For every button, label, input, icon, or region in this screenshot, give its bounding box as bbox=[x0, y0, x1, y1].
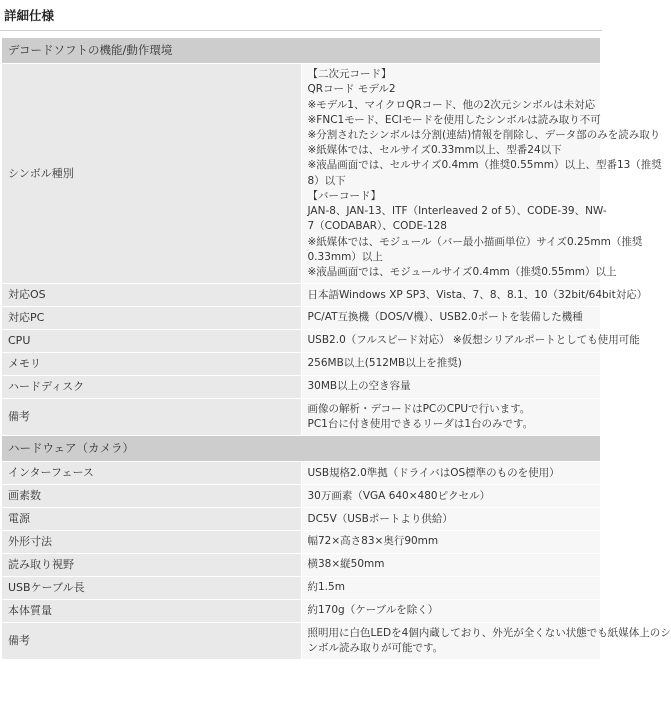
spec-value-line: 日本語Windows XP SP3、Vista、7、8、8.1、10（32bit/64bit対応） bbox=[307, 288, 648, 301]
spec-value-line: 照明用に白色LEDを4個内蔵しており、外光が全くない状態でも紙媒体上のシ bbox=[307, 626, 671, 639]
spec-row bbox=[2, 554, 601, 577]
spec-value-line: 7（CODABAR）、CODE-128 bbox=[307, 220, 447, 233]
spec-value-line: USB2.0（フルスピード対応） ※仮想シリアルポートとしても使用可能 bbox=[307, 334, 640, 347]
spec-value bbox=[301, 375, 601, 398]
spec-value-line: 【バーコード】 bbox=[307, 189, 381, 202]
spec-value bbox=[301, 307, 601, 330]
spec-row bbox=[2, 398, 601, 435]
spec-value-line: ※液晶画面では、モジュールサイズ0.4mm（推奨0.55mm）以上 bbox=[307, 265, 617, 278]
spec-value-line: 256MB以上(512MB以上を推奨) bbox=[307, 357, 462, 370]
spec-row bbox=[2, 375, 601, 398]
spec-value bbox=[301, 531, 601, 554]
spec-label: USBケーブル長 bbox=[2, 577, 302, 600]
spec-value bbox=[301, 398, 601, 435]
spec-value-line: ※FNC1モード、ECIモードを使用したシンボルは読み取り不可 bbox=[307, 113, 601, 126]
spec-label: 対応OS bbox=[2, 284, 302, 307]
spec-label: 電源 bbox=[2, 508, 302, 531]
spec-value-line: 幅72×高さ83×奥行90mm bbox=[307, 535, 439, 548]
spec-value-line: QRコード モデル2 bbox=[307, 83, 396, 96]
spec-value bbox=[301, 508, 601, 531]
spec-value-line: ※モデル1、マイクロQRコード、他の2次元シンボルは未対応 bbox=[307, 98, 596, 111]
spec-value bbox=[301, 353, 601, 376]
spec-row bbox=[2, 64, 601, 284]
section-heading: ハードウェア（カメラ） bbox=[2, 436, 601, 462]
spec-value-line: 横38×縦50mm bbox=[307, 558, 385, 571]
section-heading: デコードソフトの機能/動作環境 bbox=[2, 38, 601, 64]
spec-label: CPU bbox=[2, 330, 302, 353]
section-header-row bbox=[2, 436, 601, 462]
spec-value-line: 8）以下 bbox=[307, 174, 346, 187]
spec-value-line: 30MB以上の空き容量 bbox=[307, 380, 411, 393]
spec-row bbox=[2, 599, 601, 622]
section-header-row bbox=[2, 38, 601, 64]
spec-row bbox=[2, 577, 601, 600]
spec-row bbox=[2, 307, 601, 330]
spec-value bbox=[301, 330, 640, 353]
spec-label: 備考 bbox=[2, 622, 302, 659]
spec-value-line: ※紙媒体では、モジュール（バー最小描画単位）サイズ0.25mm（推奨 bbox=[307, 235, 643, 248]
spec-value bbox=[301, 284, 648, 307]
spec-value bbox=[301, 485, 601, 508]
spec-value-line: JAN-8、JAN-13、ITF（Interleaved 2 of 5）、CODE-39、NW- bbox=[307, 205, 607, 218]
spec-value-line: ※液晶画面では、セルサイズ0.4mm（推奨0.55mm）以上、型番13（推奨 bbox=[307, 159, 662, 172]
spec-label: メモリ bbox=[2, 353, 302, 376]
spec-table-body bbox=[2, 38, 671, 660]
spec-value-line: ンボル読み取りが可能です。 bbox=[307, 642, 444, 655]
page-title: 詳細仕様 bbox=[0, 0, 602, 31]
spec-value-line: 約170g（ケーブルを除く） bbox=[307, 604, 439, 617]
spec-label: 本体質量 bbox=[2, 599, 302, 622]
spec-row bbox=[2, 622, 601, 659]
spec-value-line: 0.33mm）以上 bbox=[307, 250, 383, 263]
spec-row bbox=[2, 531, 601, 554]
spec-row bbox=[2, 353, 601, 376]
spec-value-line: 【二次元コード】 bbox=[307, 68, 392, 81]
spec-value-line: USB規格2.0準拠（ドライバはOS標準のものを使用） bbox=[307, 466, 560, 479]
spec-value-line: ※分割されたシンボルは分割(連結)情報を削除し、データ部のみを読み取り bbox=[307, 129, 661, 141]
spec-value-line: PC/AT互換機（DOS/V機）、USB2.0ポートを装備した機種 bbox=[307, 311, 583, 324]
spec-value bbox=[301, 577, 601, 600]
spec-value bbox=[301, 462, 601, 485]
spec-value bbox=[301, 554, 601, 577]
spec-row bbox=[2, 462, 601, 485]
spec-label: インターフェース bbox=[2, 462, 302, 485]
spec-row bbox=[2, 284, 601, 307]
spec-label: 対応PC bbox=[2, 307, 302, 330]
spec-label: 読み取り視野 bbox=[2, 554, 302, 577]
spec-value-line: 30万画素（VGA 640×480ピクセル） bbox=[307, 489, 491, 502]
spec-value bbox=[301, 64, 662, 284]
spec-row bbox=[2, 330, 601, 353]
spec-label: ハードディスク bbox=[2, 375, 302, 398]
spec-value-line: DC5V（USBポートより供給） bbox=[307, 512, 453, 525]
spec-value-line: 約1.5m bbox=[307, 581, 345, 594]
spec-value bbox=[301, 622, 671, 659]
spec-value-line: PC1台に付き使用できるリーダは1台のみです。 bbox=[307, 418, 534, 431]
spec-label: 画素数 bbox=[2, 485, 302, 508]
spec-label: 備考 bbox=[2, 398, 302, 435]
spec-value-line: 画像の解析・デコードはPCのCPUで行います。 bbox=[307, 402, 531, 415]
spec-value bbox=[301, 599, 601, 622]
spec-row bbox=[2, 485, 601, 508]
spec-row bbox=[2, 508, 601, 531]
spec-label: 外形寸法 bbox=[2, 531, 302, 554]
spec-label: シンボル種別 bbox=[2, 64, 302, 284]
spec-value-line: ※紙媒体では、セルサイズ0.33mm以上、型番24以下 bbox=[307, 144, 562, 157]
spec-table bbox=[1, 37, 671, 660]
